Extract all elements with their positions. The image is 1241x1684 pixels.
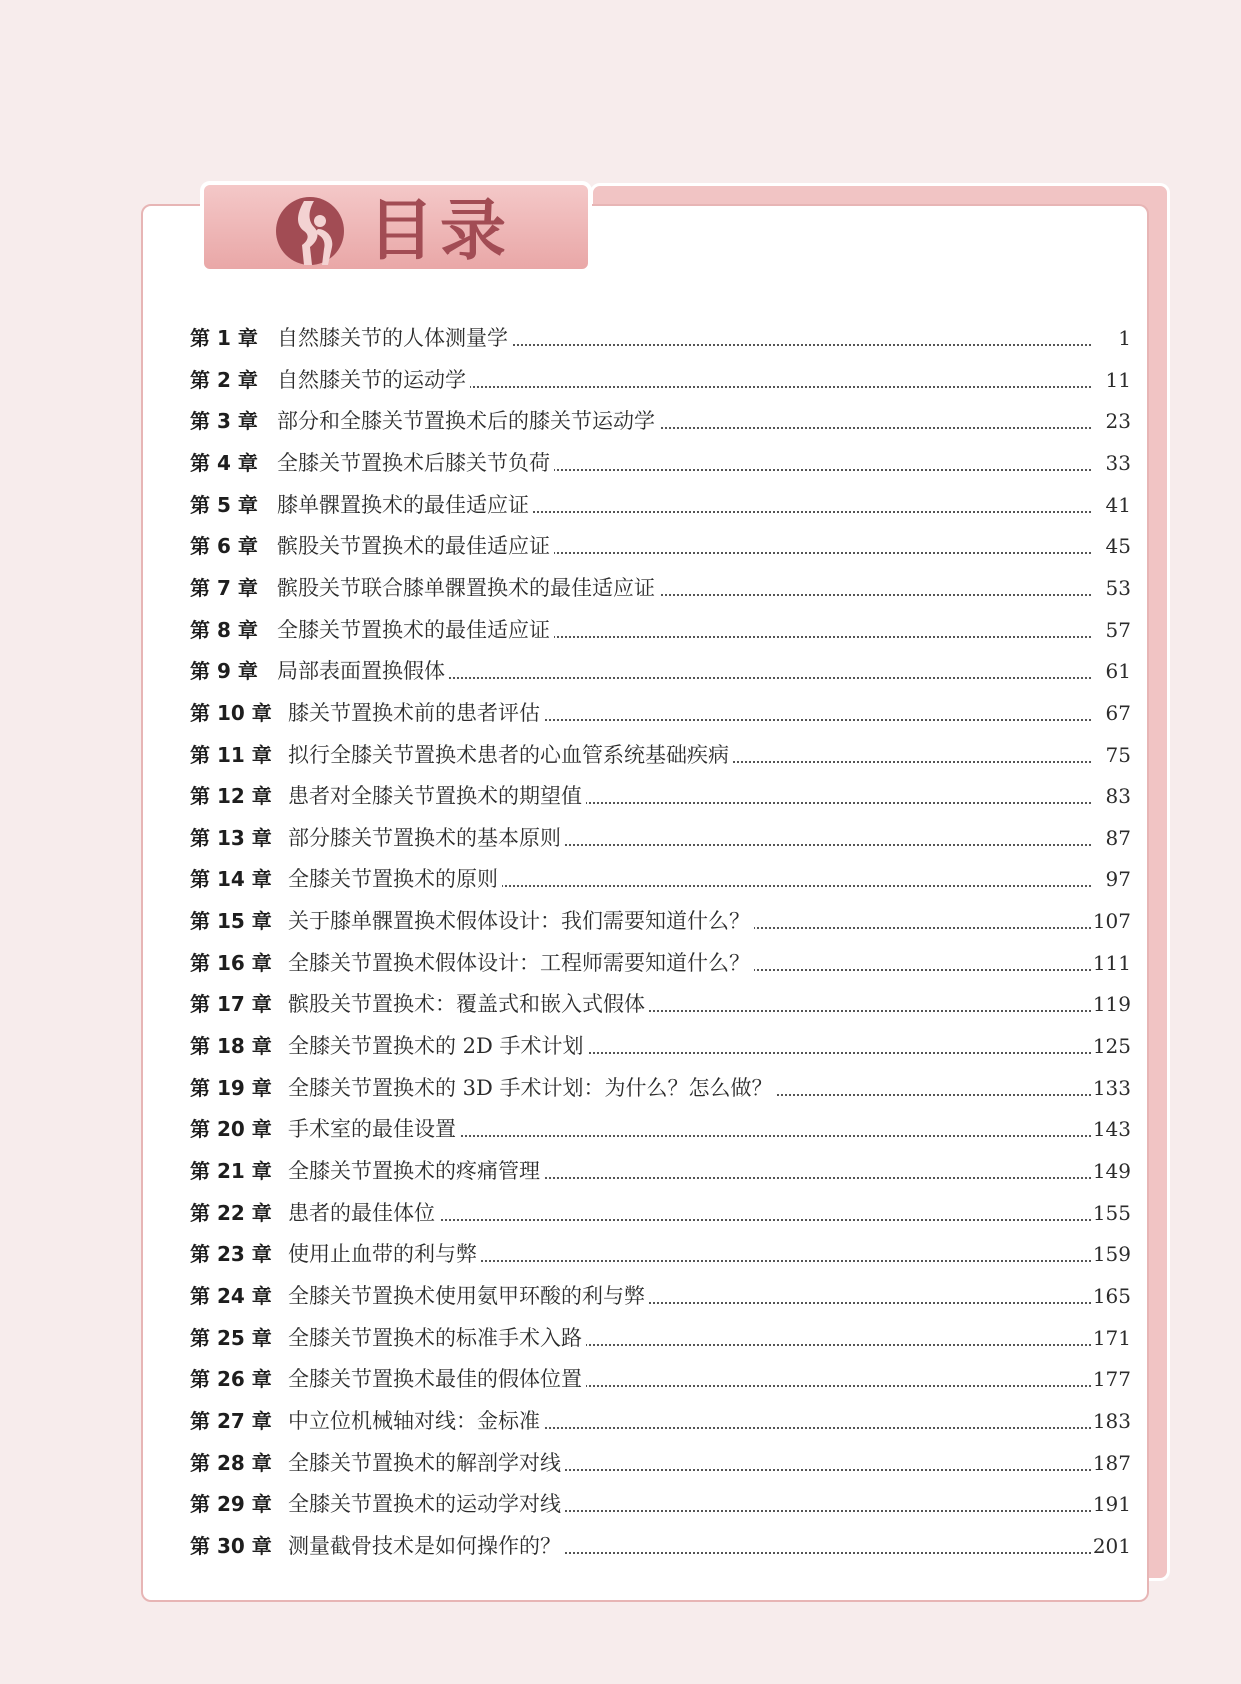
- page-number: 45: [1105, 534, 1131, 559]
- toc-row[interactable]: [0, 318, 1241, 358]
- chapter-title: 全膝关节置换术后膝关节负荷: [277, 443, 554, 483]
- chapter-title: 全膝关节置换术最佳的假体位置: [288, 1359, 586, 1399]
- toc-row[interactable]: [0, 818, 1241, 858]
- page-number: 133: [1092, 1075, 1131, 1100]
- toc-row[interactable]: [0, 485, 1241, 525]
- page-number: 33: [1105, 450, 1131, 475]
- chapter-title: 自然膝关节的运动学: [277, 360, 470, 400]
- chapter-number: 第 12 章: [190, 784, 272, 809]
- page-number: 119: [1092, 992, 1131, 1017]
- toc-row[interactable]: [0, 859, 1241, 899]
- chapter-title: 髌股关节置换术的最佳适应证: [277, 526, 554, 566]
- chapter-title: 全膝关节置换术使用氨甲环酸的利与弊: [288, 1276, 649, 1316]
- page-number: 149: [1092, 1159, 1131, 1183]
- chapter-number: 第 11 章: [190, 742, 272, 767]
- toc-row[interactable]: [0, 1234, 1241, 1274]
- toc-row[interactable]: [0, 1109, 1241, 1149]
- chapter-title: 使用止血带的利与弊: [288, 1234, 481, 1274]
- page-number: 1: [1118, 326, 1131, 350]
- page-number: 57: [1105, 617, 1131, 642]
- toc-row[interactable]: [0, 1151, 1241, 1191]
- toc-row[interactable]: [0, 1401, 1241, 1441]
- chapter-number: 第 8 章: [190, 617, 258, 642]
- chapter-number: 第 14 章: [190, 867, 272, 892]
- toc-row[interactable]: [0, 735, 1241, 775]
- page-number: 53: [1105, 575, 1131, 600]
- chapter-title: 部分和全膝关节置换术后的膝关节运动学: [277, 401, 659, 441]
- chapter-title: 髌股关节置换术：覆盖式和嵌入式假体: [288, 984, 649, 1024]
- page-number: 23: [1105, 409, 1131, 434]
- page-number: 11: [1105, 367, 1131, 392]
- toc-row[interactable]: [0, 401, 1241, 441]
- chapter-title: 患者对全膝关节置换术的期望值: [288, 776, 586, 816]
- toc-row[interactable]: [0, 1193, 1241, 1233]
- chapter-number: 第 5 章: [190, 492, 258, 517]
- chapter-title: 全膝关节置换术的疼痛管理: [288, 1151, 544, 1191]
- page-number: 177: [1092, 1367, 1131, 1392]
- chapter-number: 第 30 章: [190, 1533, 272, 1558]
- chapter-number: 第 13 章: [190, 825, 272, 850]
- chapter-title: 患者的最佳体位: [288, 1193, 439, 1233]
- chapter-number: 第 10 章: [190, 700, 272, 725]
- page-number: 67: [1105, 700, 1131, 725]
- toc-row[interactable]: [0, 651, 1241, 691]
- toc-row[interactable]: [0, 610, 1241, 650]
- toc-row[interactable]: [0, 1359, 1241, 1399]
- page-number: 159: [1092, 1242, 1131, 1267]
- chapter-title: 关于膝单髁置换术假体设计：我们需要知道什么？: [288, 901, 754, 941]
- chapter-title: 手术室的最佳设置: [288, 1109, 460, 1149]
- page-number: 97: [1105, 867, 1131, 892]
- chapter-title: 测量截骨技术是如何操作的？: [288, 1526, 565, 1566]
- chapter-number: 第 1 章: [190, 326, 258, 350]
- chapter-number: 第 2 章: [190, 367, 258, 392]
- toc-row[interactable]: [0, 443, 1241, 483]
- toc-row[interactable]: [0, 1026, 1241, 1066]
- toc-row[interactable]: [0, 1068, 1241, 1108]
- chapter-number: 第 25 章: [190, 1325, 272, 1350]
- chapter-title: 局部表面置换假体: [277, 651, 449, 691]
- chapter-title: 中立位机械轴对线：金标准: [288, 1401, 544, 1441]
- chapter-title: 全膝关节置换术的 2D 手术计划: [288, 1026, 588, 1066]
- page-number: 125: [1092, 1034, 1131, 1059]
- page-number: 171: [1092, 1325, 1131, 1350]
- chapter-title: 膝关节置换术前的患者评估: [288, 693, 544, 733]
- page-number: 87: [1105, 825, 1131, 850]
- toc-row[interactable]: [0, 1443, 1241, 1483]
- chapter-title: 拟行全膝关节置换术患者的心血管系统基础疾病: [288, 735, 733, 775]
- chapter-number: 第 21 章: [190, 1159, 272, 1183]
- chapter-number: 第 16 章: [190, 950, 272, 975]
- toc-row[interactable]: [0, 901, 1241, 941]
- chapter-number: 第 23 章: [190, 1242, 272, 1267]
- chapter-number: 第 9 章: [190, 659, 258, 684]
- chapter-number: 第 27 章: [190, 1408, 272, 1433]
- page-number: 143: [1092, 1117, 1131, 1142]
- chapter-number: 第 18 章: [190, 1034, 272, 1059]
- knee-joint-icon: [274, 195, 346, 267]
- page-number: 111: [1092, 950, 1131, 975]
- toc-row[interactable]: [0, 693, 1241, 733]
- page-number: 61: [1105, 659, 1131, 684]
- chapter-title: 膝单髁置换术的最佳适应证: [277, 485, 533, 525]
- chapter-number: 第 24 章: [190, 1283, 272, 1308]
- chapter-number: 第 20 章: [190, 1117, 272, 1142]
- page-number: 201: [1092, 1533, 1131, 1558]
- toc-row[interactable]: [0, 1318, 1241, 1358]
- toc-row[interactable]: [0, 568, 1241, 608]
- chapter-number: 第 17 章: [190, 992, 272, 1017]
- toc-row[interactable]: [0, 984, 1241, 1024]
- chapter-number: 第 7 章: [190, 575, 258, 600]
- page-number: 75: [1105, 742, 1131, 767]
- chapter-number: 第 22 章: [190, 1200, 272, 1225]
- chapter-title: 全膝关节置换术的标准手术入路: [288, 1318, 586, 1358]
- page-number: 155: [1092, 1200, 1131, 1225]
- chapter-number: 第 29 章: [190, 1492, 272, 1517]
- chapter-title: 全膝关节置换术的最佳适应证: [277, 610, 554, 650]
- chapter-title: 全膝关节置换术的运动学对线: [288, 1484, 565, 1524]
- chapter-title: 全膝关节置换术的解剖学对线: [288, 1443, 565, 1483]
- chapter-title: 全膝关节置换术的原则: [288, 859, 502, 899]
- page-number: 165: [1092, 1283, 1131, 1308]
- chapter-title: 全膝关节置换术假体设计：工程师需要知道什么？: [288, 943, 754, 983]
- page-number: 183: [1092, 1408, 1131, 1433]
- page-title: 目录: [368, 191, 512, 269]
- chapter-title: 髌股关节联合膝单髁置换术的最佳适应证: [277, 568, 659, 608]
- toc-row[interactable]: [0, 1276, 1241, 1316]
- toc-row[interactable]: [0, 526, 1241, 566]
- chapter-number: 第 19 章: [190, 1075, 272, 1100]
- chapter-number: 第 3 章: [190, 409, 258, 434]
- toc-row[interactable]: [0, 943, 1241, 983]
- chapter-title: 全膝关节置换术的 3D 手术计划：为什么？怎么做？: [288, 1068, 777, 1108]
- chapter-number: 第 26 章: [190, 1367, 272, 1392]
- chapter-number: 第 15 章: [190, 909, 272, 934]
- toc-row[interactable]: [0, 776, 1241, 816]
- page-number: 107: [1092, 909, 1131, 934]
- page-number: 83: [1105, 784, 1131, 809]
- toc-row[interactable]: [0, 360, 1241, 400]
- chapter-title: 部分膝关节置换术的基本原则: [288, 818, 565, 858]
- toc-row[interactable]: [0, 1526, 1241, 1566]
- toc-row[interactable]: [0, 1484, 1241, 1524]
- chapter-title: 自然膝关节的人体测量学: [277, 318, 512, 358]
- chapter-number: 第 28 章: [190, 1450, 272, 1475]
- page-number: 191: [1092, 1492, 1131, 1517]
- chapter-number: 第 6 章: [190, 534, 258, 559]
- page-number: 187: [1092, 1450, 1131, 1475]
- page-number: 41: [1105, 492, 1131, 517]
- chapter-number: 第 4 章: [190, 450, 258, 475]
